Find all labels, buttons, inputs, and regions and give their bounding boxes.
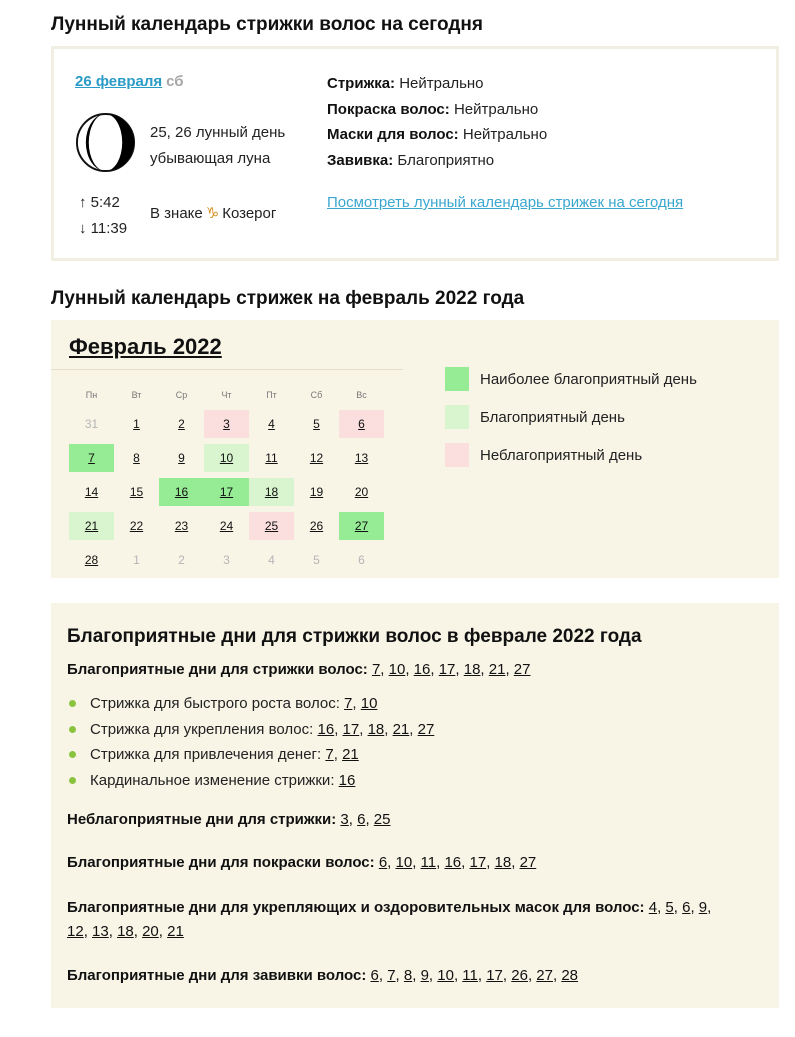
- day-link[interactable]: 17: [486, 967, 503, 984]
- calendar-day[interactable]: 26: [309, 519, 324, 533]
- day-link[interactable]: 7: [325, 746, 334, 764]
- masks-days-label: Благоприятные дни для укрепляющих и оздоровительных масок для волос:: [67, 899, 645, 916]
- moonrise-time: ↑ 5:42: [79, 194, 120, 211]
- calendar-day[interactable]: 3: [204, 410, 249, 438]
- day-link[interactable]: 10: [388, 661, 406, 678]
- perm-days: 6, 7, 8, 9, 10, 11, 17, 26, 27, 28: [370, 967, 578, 984]
- day-link[interactable]: 27: [513, 661, 531, 678]
- lunar-day: 25, 26 лунный день: [150, 124, 286, 141]
- day-link[interactable]: 6: [378, 854, 388, 871]
- day-link[interactable]: 20: [142, 923, 159, 940]
- calendar-day[interactable]: 24: [219, 519, 234, 533]
- calendar-day[interactable]: 6: [339, 410, 384, 438]
- today-date-link[interactable]: 26 февраля: [75, 73, 163, 90]
- activity-masks: Маски для волос: Нейтрально: [327, 126, 548, 143]
- activity-haircut: Стрижка: Нейтрально: [327, 75, 484, 92]
- calendar-day-other-month: 1: [133, 553, 140, 567]
- weekday-sun: Вс: [356, 390, 367, 400]
- day-link[interactable]: 11: [462, 967, 478, 984]
- day-link[interactable]: 6: [357, 811, 366, 828]
- calendar-week: [69, 410, 384, 438]
- bullet-label: Стрижка для быстрого роста волос:: [90, 695, 340, 713]
- calendar-day-other-month: 5: [313, 553, 320, 567]
- day-link[interactable]: 25: [373, 811, 391, 828]
- bullet-label: Кардинальное изменение стрижки:: [90, 771, 335, 789]
- calendar-day[interactable]: 8: [133, 451, 140, 465]
- bullet-days: [339, 772, 356, 789]
- bullet-strengthening: [67, 717, 434, 743]
- calendar-week: [69, 546, 384, 574]
- day-link[interactable]: 7: [387, 967, 396, 984]
- haircut-days-line: [67, 661, 530, 678]
- day-link[interactable]: 21: [488, 661, 506, 678]
- legend-item-bad: [445, 443, 697, 467]
- zodiac-name: Козерог: [222, 205, 277, 222]
- day-link[interactable]: 16: [413, 661, 431, 678]
- zodiac-prefix: В знаке: [150, 205, 203, 222]
- weekday-label: сб: [166, 73, 184, 90]
- perm-days-label: Благоприятные дни для завивки волос:: [67, 967, 367, 984]
- unfavorable-days: 3, 6, 25: [340, 811, 391, 828]
- day-link[interactable]: 27: [417, 720, 435, 738]
- calendar-day[interactable]: 4: [268, 417, 275, 431]
- day-link[interactable]: 17: [438, 661, 456, 678]
- today-calendar-link[interactable]: Посмотреть лунный календарь стрижек на сегодня: [327, 194, 684, 211]
- weekday-mon: Пн: [85, 390, 98, 400]
- favorable-days-title: Благоприятные дни для стрижки волос в феврале 2022 года: [67, 626, 642, 647]
- moon-phase-icon: [75, 112, 136, 173]
- day-link[interactable]: 10: [395, 854, 413, 871]
- calendar-day[interactable]: 9: [178, 451, 185, 465]
- bullet-fast-growth: [67, 691, 434, 717]
- day-link[interactable]: 27: [519, 854, 537, 871]
- weekday-thu: Чт: [221, 390, 232, 400]
- day-link[interactable]: 18: [117, 923, 134, 940]
- calendar-section: [51, 320, 779, 578]
- day-link[interactable]: 28: [561, 967, 578, 984]
- day-link[interactable]: 7: [344, 695, 353, 713]
- calendar-day-other-month: 31: [84, 417, 99, 431]
- weekday-sat: Сб: [310, 390, 323, 400]
- calendar-day-other-month: 2: [178, 553, 185, 567]
- day-link[interactable]: 17: [342, 720, 360, 738]
- calendar-week: [69, 512, 384, 540]
- day-link[interactable]: 26: [511, 967, 528, 984]
- calendar-day[interactable]: 17: [204, 478, 249, 506]
- calendar-day[interactable]: 11: [265, 451, 278, 465]
- haircut-days: 7, 10, 16, 17, 18, 21, 27: [371, 661, 531, 678]
- legend-item-best: [445, 367, 697, 391]
- bullet-label: Стрижка для укрепления волос:: [90, 720, 314, 738]
- favorable-days-section: [51, 603, 779, 1008]
- calendar-day-other-month: 4: [268, 553, 275, 567]
- calendar-grid: [69, 390, 384, 400]
- day-link[interactable]: 18: [494, 854, 512, 871]
- perm-days-line: [67, 967, 578, 984]
- bullet-label: Стрижка для привлечения денег:: [90, 746, 322, 764]
- calendar-day[interactable]: 18: [249, 478, 294, 506]
- zodiac-info: [150, 204, 276, 222]
- day-link[interactable]: 7: [371, 661, 381, 678]
- bullet-days: 7, 21: [325, 746, 359, 764]
- coloring-days: 6, 10, 11, 16, 17, 18, 27: [378, 854, 537, 871]
- calendar-week: [69, 444, 384, 472]
- calendar-day[interactable]: 25: [249, 512, 294, 540]
- day-link[interactable]: 9: [420, 967, 429, 984]
- moon-phase-text: убывающая луна: [150, 150, 271, 167]
- unfavorable-days-label: Неблагоприятные дни для стрижки:: [67, 811, 337, 828]
- bullet-money: [67, 742, 434, 768]
- bullet-dot: [69, 726, 76, 733]
- calendar-day-other-month: 6: [358, 553, 365, 567]
- lunar-info: [150, 120, 285, 172]
- haircut-bullet-list: [67, 691, 434, 793]
- legend-label: Неблагоприятный день: [480, 446, 643, 464]
- day-link[interactable]: 16: [338, 771, 356, 789]
- calendar-day[interactable]: 14: [84, 485, 99, 499]
- day-link[interactable]: 8: [403, 967, 413, 984]
- masks-days: 4, 5, 6, 9,: [648, 899, 712, 916]
- calendar-day[interactable]: 23: [174, 519, 189, 533]
- bullet-days: 7, 10: [344, 695, 378, 713]
- calendar-day[interactable]: 7: [69, 444, 114, 472]
- calendar-day[interactable]: 1: [133, 417, 140, 431]
- today-section-title: Лунный календарь стрижки волос на сегодня: [51, 14, 483, 35]
- calendar-day[interactable]: 27: [339, 512, 384, 540]
- bullet-dot: [69, 777, 76, 784]
- day-link[interactable]: 21: [167, 923, 184, 940]
- calendar-weeks: [69, 410, 384, 574]
- activity-perm: Завивка: Благоприятно: [327, 151, 495, 169]
- calendar-day[interactable]: 22: [129, 519, 144, 533]
- day-link[interactable]: 16: [317, 720, 335, 738]
- activity-list: [327, 71, 547, 173]
- weekday-wed: Ср: [175, 390, 188, 400]
- day-link[interactable]: 21: [392, 720, 410, 738]
- legend-swatch-best: [445, 367, 469, 391]
- month-section-title: Лунный календарь стрижек на февраль 2022 года: [51, 288, 525, 309]
- day-link[interactable]: 18: [463, 661, 481, 678]
- bullet-dot: [69, 700, 76, 707]
- day-link[interactable]: 18: [367, 720, 385, 738]
- day-link[interactable]: 10: [437, 967, 454, 984]
- masks-days-continued: 12, 13, 18, 20, 21: [67, 923, 184, 940]
- moon-times: [79, 190, 127, 242]
- day-link[interactable]: 12: [67, 923, 84, 940]
- calendar-title[interactable]: Февраль 2022: [69, 334, 222, 359]
- calendar-day-other-month: 3: [223, 553, 230, 567]
- calendar-day[interactable]: 13: [354, 451, 369, 465]
- day-link[interactable]: 6: [682, 899, 691, 916]
- calendar-day[interactable]: 10: [204, 444, 249, 472]
- moonset-time: ↓ 11:39: [79, 220, 128, 237]
- calendar-divider: [51, 369, 403, 370]
- calendar-day[interactable]: 28: [84, 553, 99, 567]
- weekday-fri: Пт: [266, 390, 277, 400]
- unfavorable-days-line: [67, 811, 390, 828]
- haircut-days-label: Благоприятные дни для стрижки волос:: [67, 661, 368, 678]
- day-link[interactable]: 9: [698, 899, 708, 916]
- calendar-day[interactable]: 21: [69, 512, 114, 540]
- today-card: [51, 46, 779, 261]
- legend-swatch-good: [445, 405, 469, 429]
- calendar-day[interactable]: 12: [309, 451, 324, 465]
- day-link[interactable]: 3: [340, 811, 349, 828]
- day-link[interactable]: 16: [444, 854, 462, 871]
- bullet-dot: [69, 751, 76, 758]
- day-link[interactable]: 27: [536, 967, 553, 984]
- day-link[interactable]: 5: [665, 899, 674, 916]
- calendar-legend: [445, 367, 697, 481]
- weekday-tue: Вт: [131, 390, 142, 400]
- calendar-day[interactable]: 5: [313, 417, 320, 431]
- calendar-week: [69, 478, 384, 506]
- legend-swatch-bad: [445, 443, 469, 467]
- calendar-day[interactable]: 2: [178, 417, 185, 431]
- coloring-days-label: Благоприятные дни для покраски волос:: [67, 854, 375, 871]
- day-link[interactable]: 10: [360, 695, 378, 713]
- calendar-day[interactable]: 19: [309, 485, 324, 499]
- today-date: [75, 73, 184, 90]
- coloring-days-line: [67, 854, 536, 871]
- day-link[interactable]: 11: [420, 854, 437, 871]
- calendar-day[interactable]: 15: [129, 485, 144, 499]
- day-link[interactable]: 13: [92, 923, 109, 940]
- day-link[interactable]: 6: [370, 967, 379, 984]
- activity-coloring: Покраска волос: Нейтрально: [327, 100, 539, 118]
- calendar-day[interactable]: 16: [159, 478, 204, 506]
- bullet-days: 16, 17, 18, 21, 27: [317, 720, 435, 738]
- calendar-day[interactable]: 20: [354, 485, 369, 499]
- legend-item-good: [445, 405, 697, 429]
- day-link[interactable]: 21: [342, 746, 359, 764]
- day-link[interactable]: 4: [648, 899, 658, 916]
- legend-label: Благоприятный день: [480, 408, 625, 426]
- legend-label: Наиболее благоприятный день: [480, 370, 697, 388]
- masks-days-line-2: [67, 923, 184, 940]
- capricorn-icon: ♑: [205, 205, 220, 222]
- day-link[interactable]: 17: [469, 854, 487, 871]
- masks-days-line: [67, 899, 711, 916]
- weekday-header: [69, 390, 384, 400]
- bullet-radical-change: [67, 768, 434, 794]
